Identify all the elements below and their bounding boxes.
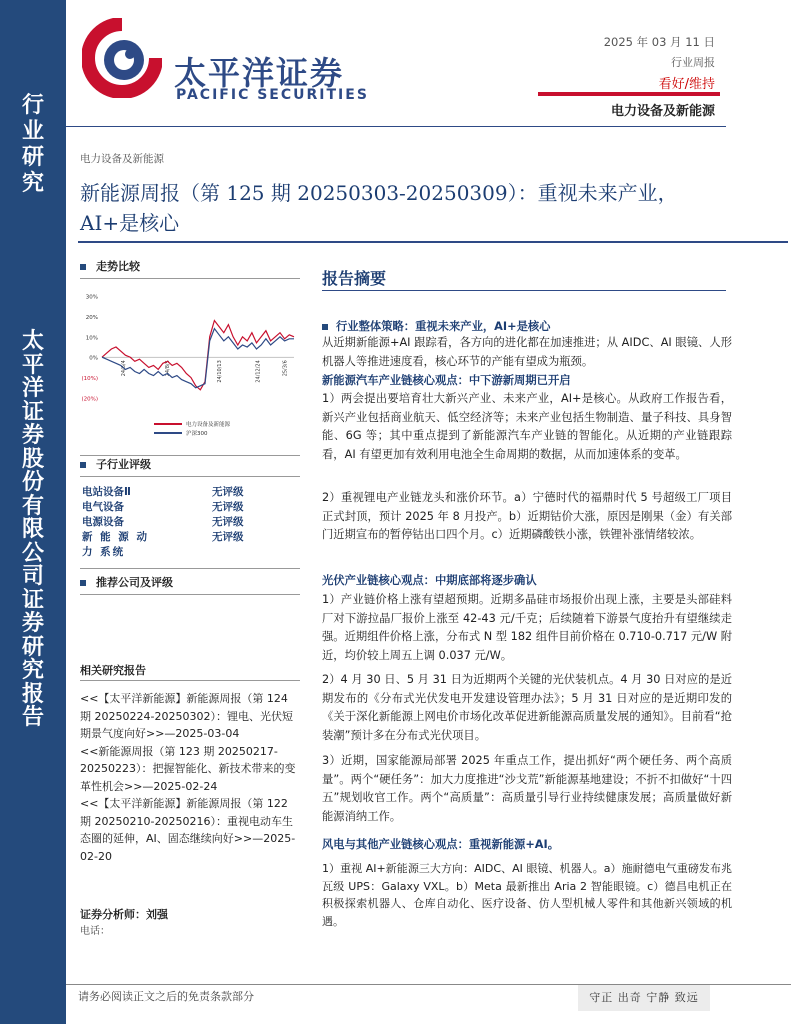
footer-motto: 守正 出奇 宁静 致远 [578,985,710,1011]
table-row [82,530,297,560]
table-row [82,500,297,515]
report-type: 行业周报 [671,56,715,69]
pv-paragraph-3: 3）近期，国家能源局部署 2025 年重点工作，提出抓好“两个硬任务、两个高质量”。两个“硬任务”：加大力度推进“沙戈荒”新能源基地建设；不折不扣做好“十四五”规划收官工作。两个“高质量”：高质量引导行业持续健康发展；高质量做好新能源消纳工作。 [322,754,732,823]
header-divider [66,126,726,127]
ev-paragraph-1: 1）两会提出要培育壮大新兴产业、未来产业，AI+是核心。从政府工作报告看，新兴产业包括商业航天、低空经济等；未来产业包括生物制造、量子科技、具身智能、6G 等；其中重点提到了新能源汽车产业链的智能化。从近期的产业链跟踪看，AI 有望更加有效利用电池全生命周期的数据，从而加速体系的变革。 [322,392,732,461]
list-item[interactable]: <<【太平洋新能源】新能源周报（第 122 期 20250210-20250216）：重视电动车生态圈的延伸，AI、固态继续向好>>—2025-02-20 [80,797,296,863]
footer-disclaimer[interactable]: 请务必阅读正文之后的免责条款部分 [78,990,254,1003]
ev-heading: 新能源汽车产业链核心观点：中下游新周期已开启 [322,374,571,387]
sub-industry-heading-text: 子行业评级 [96,458,151,471]
summary-heading: 报告摘要 [322,269,387,288]
title-divider [78,241,788,243]
recommend-divider [80,594,300,595]
analyst-name: 证券分析师：刘强 [80,908,168,921]
industry-name: 电源设备 [82,516,124,528]
y-tick-label: 10% [85,335,98,342]
industry-rating: 无评级 [212,501,244,513]
list-item[interactable]: <<新能源周报（第 123 期 20250217-20250223）：把握智能化、新技术带来的变革性机会>>—2025-02-24 [80,744,296,793]
rating-label: 看好/维持 [658,77,715,92]
industry-name: 电气设备 [82,501,124,513]
related-heading: 相关研究报告 [80,664,146,677]
x-tick-label: 24/6/4 [121,360,128,377]
sector-label: 电力设备及新能源 [610,104,715,119]
brand-name-en: PACIFIC SECURITIES [176,87,369,103]
recommend-top-divider [80,568,300,569]
pv-paragraph-2: 2）4 月 30 日、5 月 31 日为近期两个关键的光伏装机点。4 月 30 日对应的是近期发布的《分布式光伏发电开发建设管理办法》；5 月 31 日对应的是近期印发的《关于深化新能源上网电价市场化改革促进新能源高质量发展的通知》。目前看“抢装潮”预计多在分布式光伏项目。 [322,673,732,742]
analyst-phone: 电话： [80,926,110,937]
sidebar-vertical-text: 太平洋证券股份有限公司证券研究报告 [21,328,44,730]
table-row [82,515,297,530]
sidebar-vertical-label [0,330,66,730]
industry-rating: 无评级 [212,486,244,498]
square-bullet-icon [322,324,328,330]
related-divider [80,680,300,681]
accent-bar [538,92,720,96]
trend-chart [78,286,300,448]
sub-industry-heading [80,456,151,472]
x-tick-label: 24/10/13 [217,360,224,383]
square-bullet-icon [80,264,86,270]
page-title: 新能源周报（第 125 期 20250303-20250309）：重视未来产业，AI+是核心 [80,181,678,235]
ev-paragraph-2: 2）重视锂电产业链龙头和涨价环节。a）宁德时代的福鼎时代 5 号超级工厂项目正式封顶，预计 2025 年 8 月投产。b）近期钴价大涨，原因是刚果（金）有关部门近期宣布的暂停钴出口四个月。c）近期磷酸铁小涨，铁锂补涨情绪较浓。 [322,491,732,542]
sidebar-top-label [0,92,66,196]
series-line-1 [102,321,294,390]
trend-heading-text: 走势比较 [96,260,140,273]
x-tick-label: 25/3/6 [282,360,289,377]
sidebar-top-text: 行业研究 [21,92,44,196]
table-row [82,485,297,500]
strategy-heading [322,318,550,334]
breadcrumb: 电力设备及新能源 [80,153,164,165]
related-reports-list [80,690,302,865]
industry-rating: 无评级 [212,516,244,528]
y-tick-label: 30% [85,294,98,301]
recommend-heading-text: 推荐公司及评级 [96,576,173,589]
industry-name: 电站设备Ⅱ [82,486,131,498]
list-item[interactable]: <<【太平洋新能源】新能源周报（第 124 期 20250224-20250302）：锂电、光伏短期景气度向好>>—2025-03-04 [80,692,293,740]
y-tick-label: 0% [89,355,98,362]
sub-industry-divider [80,476,300,477]
trend-divider [80,278,300,279]
wind-heading: 风电与其他产业链核心观点：重视新能源+AI。 [322,838,560,851]
square-bullet-icon [80,580,86,586]
brand-name-cn: 太平洋证券 [174,54,345,92]
pv-heading: 光伏产业链核心观点：中期底部将逐步确认 [322,574,537,587]
square-bullet-icon [80,462,86,468]
pv-paragraph-1: 1）产业链价格上涨有望超预期。近期多晶硅市场报价出现上涨，主要是头部硅料厂对下游拉晶厂报价上涨至 42-43 元/千克；后续随着下游景气度抬升有望继续走强。近期组件价格上涨，分布式 N 型 182 组件目前价格在 0.710-0.717 元/W 附近，均价较上周五上调 0.037 元/W。 [322,593,733,662]
x-tick-label: 24/12/24 [255,360,262,383]
legend-label: 沪深300 [186,431,208,437]
x-tick-label: 24/8/5 [165,360,172,377]
strategy-paragraph: 从近期新能源+AI 跟踪看，各方向的进化都在加速推进；从 AIDC、AI 眼镜、人形机器人等推进速度看，核心环节的产能有望成为瓶颈。 [322,336,732,368]
report-date: 2025 年 03 月 11 日 [603,35,715,49]
industry-rating-table [82,485,297,560]
industry-rating: 无评级 [212,531,244,543]
trend-heading [80,258,140,274]
y-tick-label: 20% [85,314,98,321]
summary-divider [322,290,726,291]
company-logo-icon [82,18,162,98]
y-tick-label: (20%) [81,396,98,403]
recommend-heading [80,574,173,590]
industry-name: 新 能 源 动 力 系统 [82,531,149,558]
y-tick-label: (10%) [81,376,98,383]
strategy-heading-text: 行业整体策略：重视未来产业，AI+是核心 [336,320,551,333]
legend-label: 电力设备及新能源 [186,422,231,428]
wind-paragraph: 1）重视 AI+新能源三大方向：AIDC、AI 眼镜、机器人。a）施耐德电气重磅发布兆瓦级 UPS：Galaxy VXL。b）Meta 最新推出 Aria 2 智能眼镜。c）德昌电机正在积极探索机器人、仓库自动化、医疗设备、仿人型机械人零件和其他新兴领域的机遇。 [322,862,732,928]
